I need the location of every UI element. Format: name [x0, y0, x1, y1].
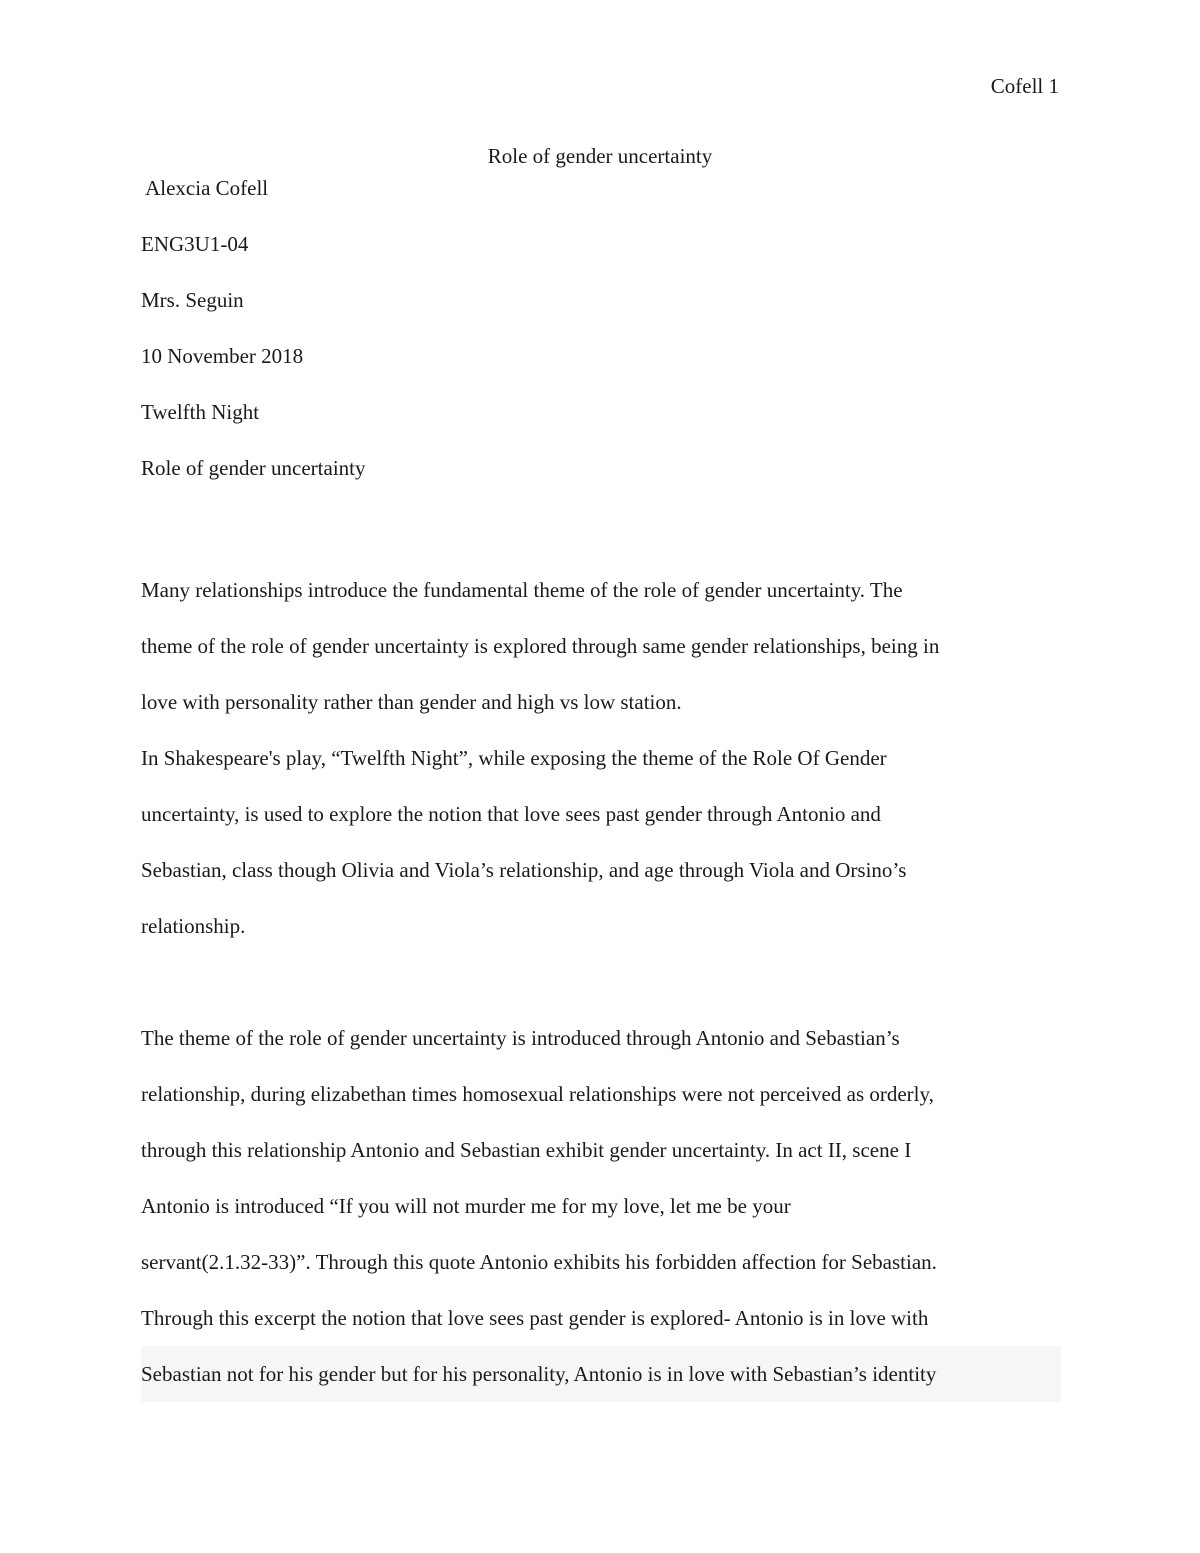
essay-title: Role of gender uncertainty [487, 144, 713, 168]
author-name: Alexcia Cofell [141, 176, 269, 200]
body-line: Sebastian not for his gender but for his personality, Antonio is in love with Sebastian’s identity [141, 1346, 1061, 1402]
body-line: servant(2.1.32-33)”. Through this quote Antonio exhibits his forbidden affection for Sebastian. [141, 1250, 937, 1274]
paragraph-gap [141, 954, 1061, 1010]
thesis-paragraph [141, 730, 1061, 954]
body-line: In Shakespeare's play, “Twelfth Night”, while exposing the theme of the Role Of Gender [141, 746, 887, 770]
body-line: Antonio is introduced “If you will not murder me for my love, let me be your [141, 1194, 791, 1218]
essay-body [141, 562, 1061, 1402]
intro-paragraph [141, 562, 1061, 730]
mla-header-block [141, 174, 1041, 510]
body-paragraph-1 [141, 1010, 1061, 1402]
body-line: The theme of the role of gender uncertainty is introduced through Antonio and Sebastian’s [141, 1026, 900, 1050]
body-line: Many relationships introduce the fundamental theme of the role of gender uncertainty. The [141, 578, 903, 602]
running-head-page-number: Cofell 1 [990, 74, 1059, 98]
body-line: Sebastian, class though Olivia and Viola’s relationship, and age through Viola and Orsino’s [141, 858, 907, 882]
body-line: uncertainty, is used to explore the notion that love sees past gender through Antonio and [141, 802, 881, 826]
body-line: theme of the role of gender uncertainty is explored through same gender relationships, being in [141, 634, 940, 658]
teacher-name: Mrs. Seguin [141, 288, 244, 312]
body-line: Through this excerpt the notion that love sees past gender is explored- Antonio is in love with [141, 1306, 929, 1330]
essay-topic: Role of gender uncertainty [141, 456, 366, 480]
essay-date: 10 November 2018 [141, 344, 304, 368]
body-line: love with personality rather than gender and high vs low station. [141, 690, 682, 714]
body-line: through this relationship Antonio and Sebastian exhibit gender uncertainty. In act II, scene I [141, 1138, 912, 1162]
work-title: Twelfth Night [141, 400, 260, 424]
body-line: relationship, during elizabethan times homosexual relationships were not perceived as orderly, [141, 1082, 934, 1106]
body-line: relationship. [141, 914, 246, 938]
course-code: ENG3U1-04 [141, 232, 249, 256]
